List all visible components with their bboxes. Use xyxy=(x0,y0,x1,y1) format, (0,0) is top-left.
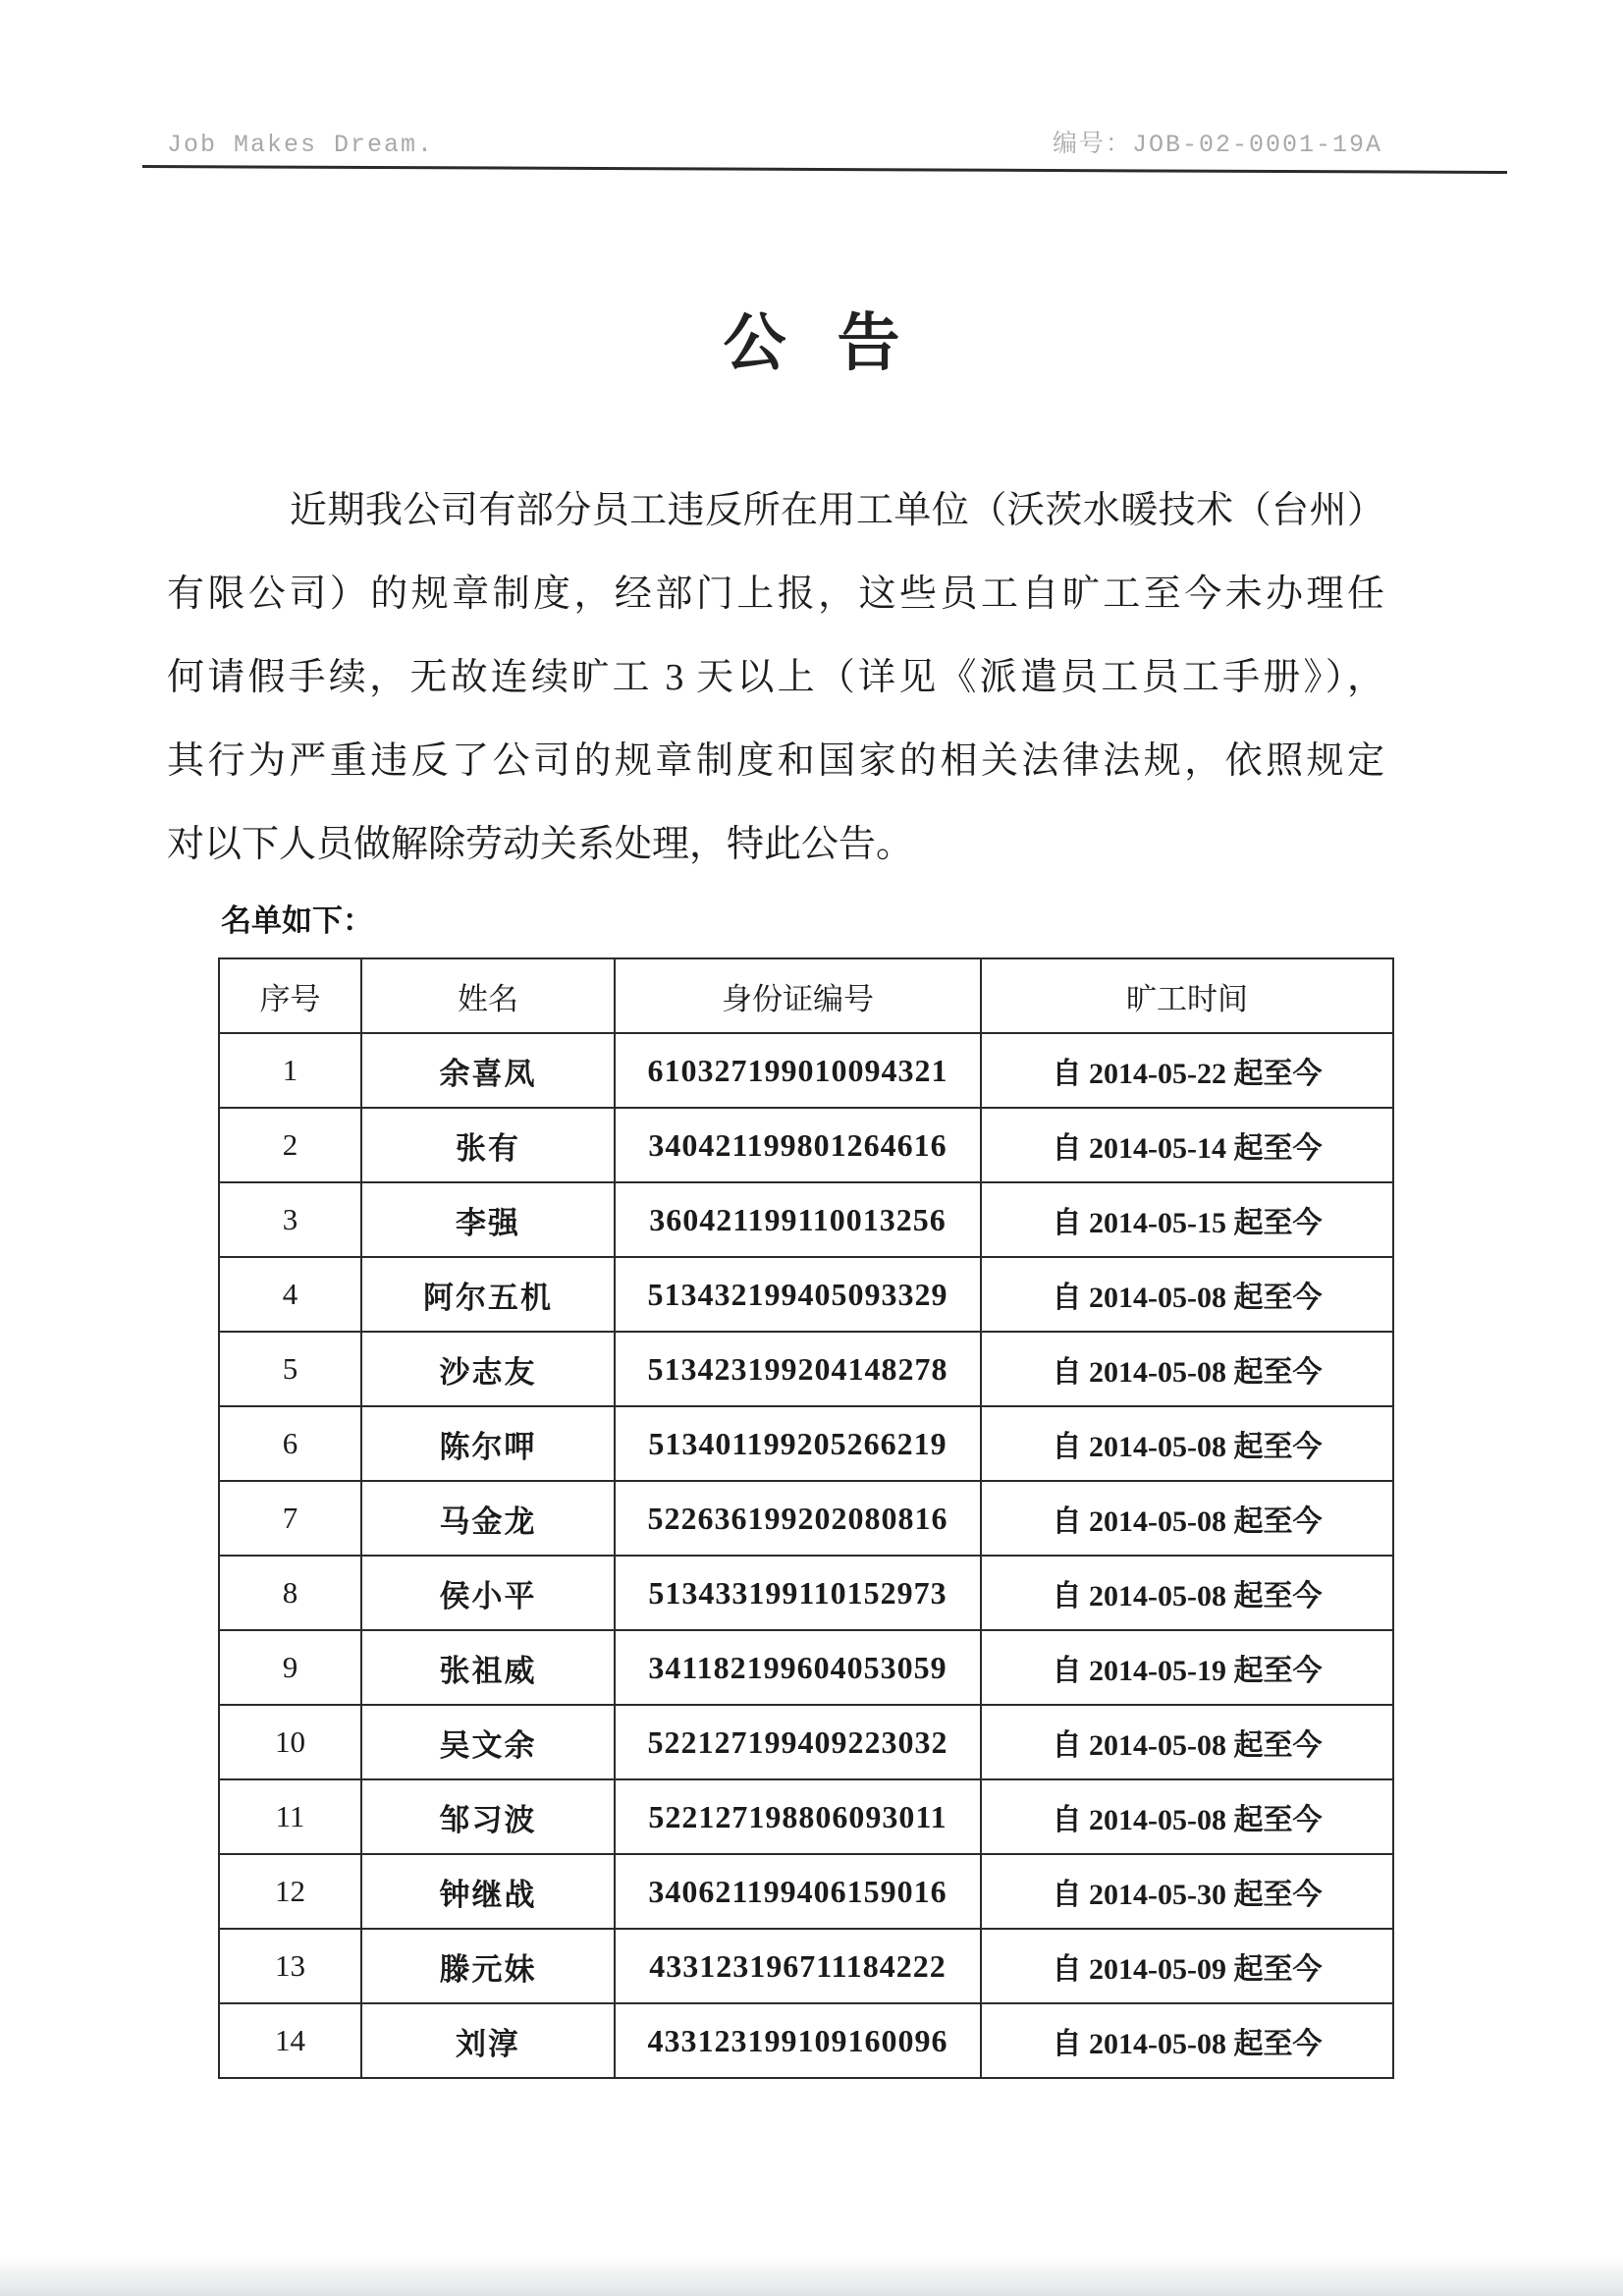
employee-name: 沙志友 xyxy=(361,1332,615,1406)
id-number: 360421199110013256 xyxy=(615,1182,981,1257)
employee-name: 侯小平 xyxy=(361,1556,615,1630)
id-number: 340421199801264616 xyxy=(615,1108,981,1182)
id-number: 340621199406159016 xyxy=(615,1854,981,1929)
employee-name: 阿尔五机 xyxy=(361,1257,615,1332)
letterhead-slogan: Job Makes Dream. xyxy=(167,131,435,159)
row-index: 14 xyxy=(219,2003,361,2078)
employee-name: 李强 xyxy=(361,1182,615,1257)
roster-table xyxy=(218,957,1394,2079)
employee-name: 滕元妹 xyxy=(361,1929,615,2003)
paragraph-line: 其行为严重违反了公司的规章制度和国家的相关法律法规，依照规定 xyxy=(167,740,1384,782)
row-index: 9 xyxy=(219,1630,361,1705)
header-cell-index: 序号 xyxy=(219,958,361,1033)
row-index: 8 xyxy=(219,1556,361,1630)
id-number: 610327199010094321 xyxy=(615,1033,981,1108)
row-index: 12 xyxy=(219,1854,361,1929)
absence-period: 自 2014-05-22 起至今 xyxy=(981,1033,1393,1108)
absence-period: 自 2014-05-19 起至今 xyxy=(981,1630,1393,1705)
table-row xyxy=(219,1556,1393,1630)
letterhead xyxy=(167,124,1382,159)
table-row xyxy=(219,1182,1393,1257)
row-index: 7 xyxy=(219,1481,361,1556)
header-rule xyxy=(142,165,1507,174)
id-number: 341182199604053059 xyxy=(615,1630,981,1705)
page-title: 公 告 xyxy=(723,308,914,378)
id-number: 433123199109160096 xyxy=(615,2003,981,2078)
id-number: 513433199110152973 xyxy=(615,1556,981,1630)
list-label: 名单如下： xyxy=(221,903,373,938)
table-row xyxy=(219,1929,1393,2003)
header-cell-name: 姓名 xyxy=(361,958,615,1033)
employee-name: 吴文余 xyxy=(361,1705,615,1779)
absence-period: 自 2014-05-08 起至今 xyxy=(981,1257,1393,1332)
roster-table-body xyxy=(219,1033,1393,2078)
table-row xyxy=(219,1257,1393,1332)
absence-period: 自 2014-05-08 起至今 xyxy=(981,1556,1393,1630)
employee-name: 刘淳 xyxy=(361,2003,615,2078)
row-index: 4 xyxy=(219,1257,361,1332)
table-row xyxy=(219,1779,1393,1854)
employee-name: 张有 xyxy=(361,1108,615,1182)
table-row xyxy=(219,1406,1393,1481)
id-number: 522127199409223032 xyxy=(615,1705,981,1779)
table-row xyxy=(219,1108,1393,1182)
absence-period: 自 2014-05-09 起至今 xyxy=(981,1929,1393,2003)
id-number: 433123196711184222 xyxy=(615,1929,981,2003)
absence-period: 自 2014-05-08 起至今 xyxy=(981,2003,1393,2078)
announcement-paragraph xyxy=(167,469,1384,887)
absence-period: 自 2014-05-14 起至今 xyxy=(981,1108,1393,1182)
table-row xyxy=(219,1854,1393,1929)
id-number: 513401199205266219 xyxy=(615,1406,981,1481)
table-row xyxy=(219,1630,1393,1705)
scan-bottom-shadow xyxy=(0,2257,1623,2296)
row-index: 3 xyxy=(219,1182,361,1257)
table-row xyxy=(219,2003,1393,2078)
row-index: 6 xyxy=(219,1406,361,1481)
absence-period: 自 2014-05-08 起至今 xyxy=(981,1406,1393,1481)
id-number: 513423199204148278 xyxy=(615,1332,981,1406)
absence-period: 自 2014-05-08 起至今 xyxy=(981,1481,1393,1556)
paragraph-line: 何请假手续，无故连续旷工 3 天以上（详见《派遣员工员工手册》）， xyxy=(167,657,1384,698)
employee-name: 马金龙 xyxy=(361,1481,615,1556)
paragraph-line: 有限公司）的规章制度，经部门上报，这些员工自旷工至今未办理任 xyxy=(167,574,1384,615)
employee-name: 余喜凤 xyxy=(361,1033,615,1108)
table-row xyxy=(219,1481,1393,1556)
paragraph-line: 近期我公司有部分员工违反所在用工单位（沃茨水暖技术（台州） xyxy=(290,490,1384,531)
id-number: 522127198806093011 xyxy=(615,1779,981,1854)
row-index: 1 xyxy=(219,1033,361,1108)
employee-name: 钟继战 xyxy=(361,1854,615,1929)
table-row xyxy=(219,1332,1393,1406)
table-row xyxy=(219,1033,1393,1108)
employee-name: 张祖威 xyxy=(361,1630,615,1705)
paragraph-line: 对以下人员做解除劳动关系处理，特此公告。 xyxy=(167,824,914,865)
id-number: 522636199202080816 xyxy=(615,1481,981,1556)
table-row xyxy=(219,1705,1393,1779)
row-index: 2 xyxy=(219,1108,361,1182)
header-cell-absence: 旷工时间 xyxy=(981,958,1393,1033)
employee-name: 邹习波 xyxy=(361,1779,615,1854)
absence-period: 自 2014-05-08 起至今 xyxy=(981,1705,1393,1779)
absence-period: 自 2014-05-08 起至今 xyxy=(981,1779,1393,1854)
row-index: 5 xyxy=(219,1332,361,1406)
absence-period: 自 2014-05-15 起至今 xyxy=(981,1182,1393,1257)
row-index: 10 xyxy=(219,1705,361,1779)
row-index: 11 xyxy=(219,1779,361,1854)
table-header-row xyxy=(219,958,1393,1033)
absence-period: 自 2014-05-08 起至今 xyxy=(981,1332,1393,1406)
absence-period: 自 2014-05-30 起至今 xyxy=(981,1854,1393,1929)
row-index: 13 xyxy=(219,1929,361,2003)
header-cell-id: 身份证编号 xyxy=(615,958,981,1033)
id-number: 513432199405093329 xyxy=(615,1257,981,1332)
employee-name: 陈尔呷 xyxy=(361,1406,615,1481)
doc-number: 编号：JOB-02-0001-19A xyxy=(1052,131,1382,159)
